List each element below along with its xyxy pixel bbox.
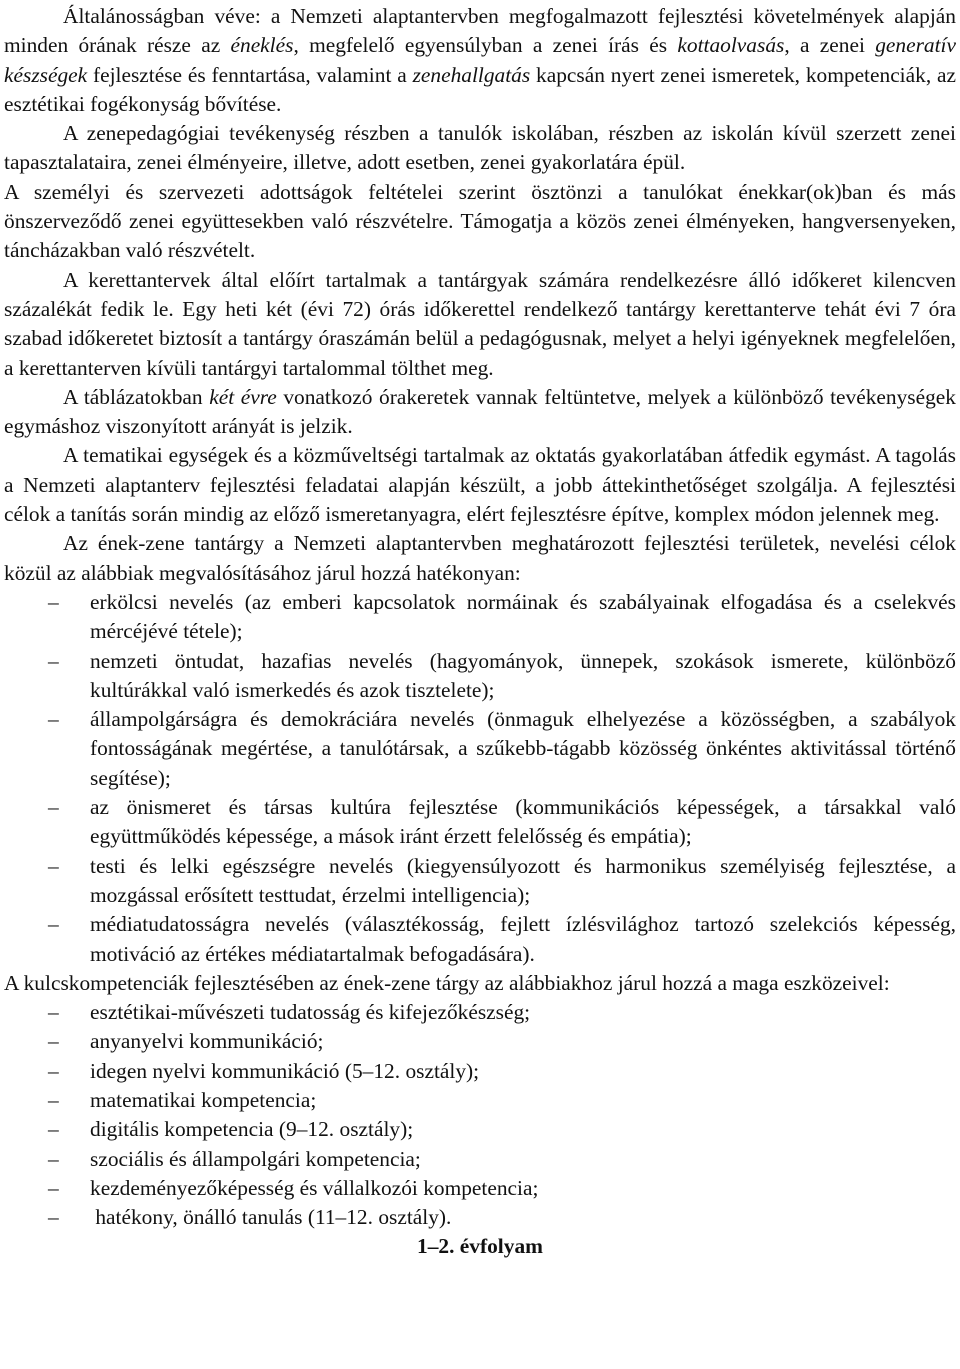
- list-item: – matematikai kompetencia;: [48, 1087, 317, 1112]
- list-item: – az önismeret és társas kultúra fejlesztése (kommunikációs képességek, a társakkal való együttműködés képessége, a mások iránt érzett felelősség és empátia);: [48, 795, 956, 849]
- paragraph-general: Általánosságban véve: a Nemzeti alaptantervben megfogalmazott fejlesztési követelmények alapján minden órának része az éneklés, megfelelő egyensúlyban a zenei írás és kottaolvasás, a zenei generatív készségek fejlesztése és fenntartása, valamint a zenehallgatás kapcsán nyert zenei ismeretek, kompetenciák, az esztétikai fogékonyság bővítése.: [4, 4, 956, 116]
- paragraph-development-areas: Az ének-zene tantárgy a Nemzeti alaptantervben meghatározott fejlesztési területek, nevelési célok közül az alábbiak megvalósításához járul hozzá hatékonyan:: [4, 531, 956, 585]
- list-item: – szociális és állampolgári kompetencia;: [48, 1146, 421, 1171]
- list-item: – hatékony, önálló tanulás (11–12. osztály).: [48, 1205, 452, 1230]
- list-item: – állampolgárságra és demokráciára nevelés (önmaguk elhelyezése a közösségben, a szabályok fontosságának megértése, a tanulótársak, a szűkebb-tágabb közösség önkéntes aktivitással történő segítése);: [48, 707, 956, 790]
- paragraph-tables: A táblázatokban két évre vonatkozó órakeretek vannak feltüntetve, melyek a különböző tevékenységek egymáshoz viszonyított arányát is jelzik.: [4, 384, 957, 439]
- list-item: – médiatudatosságra nevelés (választékosság, fejlett ízlésvilághoz tartozó szelekciós képesség, motiváció az értékes médiatartalmak befogadására).: [48, 912, 956, 966]
- emphasis-music-listening: zenehallgatás: [412, 62, 531, 87]
- list-item: – testi és lelki egészségre nevelés (kiegyensúlyozott és harmonikus személyiség fejlesztése, a mozgással erősített testtudat, érzelmi intelligencia);: [48, 853, 956, 907]
- emphasis-two-years: két évre: [209, 384, 277, 409]
- list-item: – nemzeti öntudat, hazafias nevelés (hagyományok, ünnepek, szokások ismerete, különböző kultúrákkal való ismerkedés és azok tisztelete);: [48, 648, 956, 702]
- section-heading: 1–2. évfolyam: [417, 1234, 543, 1259]
- paragraph-ensembles: A személyi és szervezeti adottságok feltételei szerint ösztönzi a tanulókat énekkar(ok)ban és más önszerveződő zenei együttesekben való részvételre. Támogatja a közös zenei élményeken, hangversenyeken, táncházakban való részvételt.: [4, 179, 956, 263]
- paragraph-music-pedagogy: A zenepedagógiai tevékenység részben a tanulók iskolában, részben az iskolán kívül szerzett zenei tapasztalataira, zenei élményeire, illetve, adott esetben, zenei gyakorlatára épül.: [4, 121, 956, 175]
- paragraph-framework: A kerettantervek által előírt tartalmak a tantárgyak számára rendelkezésre álló időkeret kilencven százalékát fedik le. Egy heti két (évi 72) órás időkerettel rendelkező tantárgy kerettanterve tehát évi 7 óra szabad időkeretet biztosít a tantárgy óraszámán belül a pedagógusnak, melyet a helyi igényeknek megfelelően, a kerettanterven kívüli tantárgyi tartalommal tölthet meg.: [4, 267, 956, 380]
- list-item: – anyanyelvi kommunikáció;: [48, 1029, 324, 1054]
- list-item: – kezdeményezőképesség és vállalkozói kompetencia;: [48, 1175, 539, 1200]
- list-item: – digitális kompetencia (9–12. osztály);: [48, 1117, 414, 1142]
- paragraph-thematic-units: A tematikai egységek és a közműveltségi tartalmak az oktatás gyakorlatában átfedik egymást. A tagolás a Nemzeti alaptanterv fejlesztési feladatai alapján készült, a jobb áttekinthetőséget szolgálja. A fejlesztési célok a tanítás során mindig az előző ismeretanyagra, elért fejlesztésre építve, komplex módon jelennek meg.: [4, 443, 956, 527]
- emphasis-singing: éneklés: [230, 33, 294, 58]
- list-item: – esztétikai-művészeti tudatosság és kifejezőkészség;: [48, 1000, 531, 1025]
- list-educational-goals: [4, 588, 956, 969]
- document-page: [4, 2, 956, 1262]
- emphasis-generative-skills: generatív készségek: [4, 33, 956, 87]
- list-item: – idegen nyelvi kommunikáció (5–12. osztály);: [48, 1058, 480, 1083]
- list-item: – erkölcsi nevelés (az emberi kapcsolatok normáinak és szabályainak elfogadása és a cselekvés mércéjévé tétele);: [48, 589, 956, 644]
- list-key-competences: [4, 998, 956, 1232]
- emphasis-score-reading: kottaolvasás: [677, 33, 785, 58]
- paragraph-key-competences: A kulcskompetenciák fejlesztésében az ének-zene tárgy az alábbiakhoz járul hozzá a maga eszközeivel:: [4, 970, 890, 995]
